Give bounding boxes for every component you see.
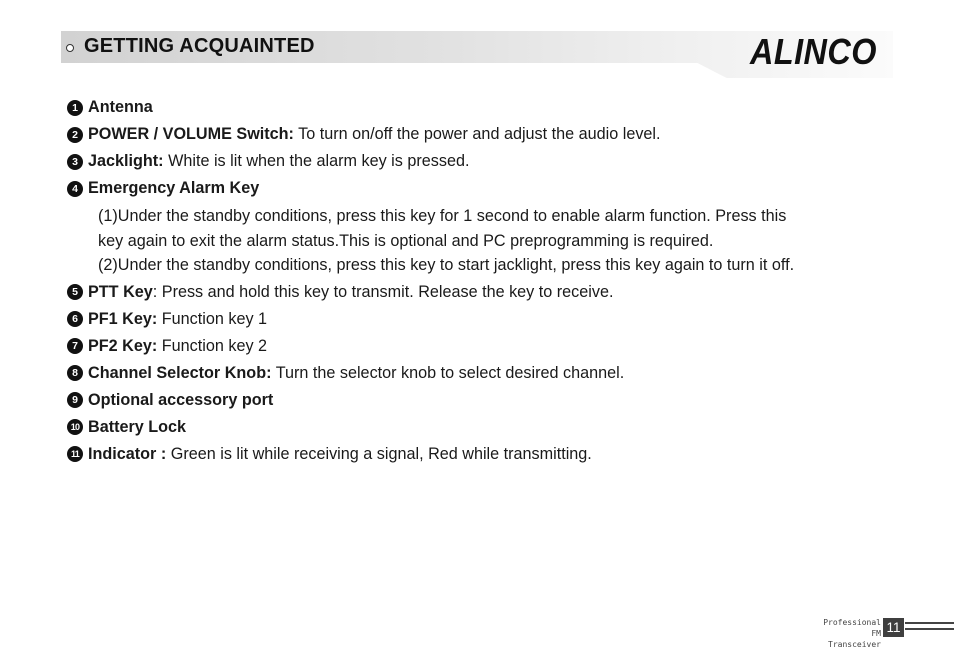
- list-item-battery-lock: [67, 414, 887, 441]
- page-number: 11: [883, 618, 904, 637]
- footer-caption: [818, 617, 881, 650]
- brand-logo: ALINCO: [750, 31, 877, 72]
- alarm-details: [67, 204, 887, 278]
- list-item-power-volume: [67, 121, 887, 148]
- number-badge-icon: 8: [67, 365, 83, 381]
- item-description: Function key 1: [157, 309, 268, 328]
- footer-line: FM Transceiver: [828, 629, 881, 649]
- number-badge-icon: 7: [67, 338, 83, 354]
- feature-list: [67, 94, 887, 468]
- item-description: Function key 2: [157, 336, 268, 355]
- number-badge-icon: 9: [67, 392, 83, 408]
- item-label: PF1 Key:: [88, 309, 158, 328]
- list-item-indicator: [67, 441, 887, 468]
- item-description: To turn on/off the power and adjust the audio level.: [293, 125, 661, 143]
- section-title: GETTING ACQUAINTED: [84, 35, 315, 57]
- list-item-pf2-key: [67, 333, 887, 360]
- footer-line: Professional: [823, 618, 881, 627]
- number-badge-icon: 3: [67, 154, 83, 170]
- item-label: Indicator :: [88, 444, 167, 463]
- title-bullet-icon: [66, 44, 74, 52]
- item-label: Channel Selector Knob:: [88, 363, 272, 382]
- number-badge-icon: 10: [67, 419, 83, 435]
- alarm-detail-line: (2)Under the standby conditions, press this key to start jacklight, press this key again to turn it off.: [98, 256, 795, 274]
- item-label: POWER / VOLUME Switch:: [88, 125, 294, 143]
- item-label: Emergency Alarm Key: [88, 179, 260, 197]
- item-label: Battery Lock: [88, 417, 187, 436]
- list-item-accessory-port: [67, 387, 887, 414]
- alarm-detail-line: (1)Under the standby conditions, press this key for 1 second to enable alarm function. Press this: [98, 207, 787, 225]
- list-item-jacklight: [67, 148, 887, 175]
- item-description: Turn the selector knob to select desired channel.: [271, 363, 625, 382]
- list-item-ptt-key: [67, 279, 887, 306]
- list-item-emergency-alarm: [67, 175, 887, 202]
- number-badge-icon: 11: [67, 446, 83, 462]
- item-label: Jacklight:: [88, 152, 164, 170]
- item-description: Green is lit while receiving a signal, Red while transmitting.: [166, 444, 592, 463]
- list-item-antenna: [67, 94, 887, 121]
- item-label: PTT Key: [88, 282, 153, 301]
- number-badge-icon: 1: [67, 100, 83, 116]
- item-label: Optional accessory port: [88, 390, 274, 409]
- number-badge-icon: 4: [67, 181, 83, 197]
- list-item-channel-selector: [67, 360, 887, 387]
- item-label: PF2 Key:: [88, 336, 158, 355]
- number-badge-icon: 2: [67, 127, 83, 143]
- list-item-pf1-key: [67, 306, 887, 333]
- number-badge-icon: 6: [67, 311, 83, 327]
- footer-rule: [905, 622, 954, 624]
- item-label: Antenna: [88, 98, 153, 116]
- footer-rule: [905, 628, 954, 630]
- item-description: White is lit when the alarm key is pressed.: [163, 152, 470, 170]
- item-description: : Press and hold this key to transmit. Release the key to receive.: [152, 282, 614, 301]
- number-badge-icon: 5: [67, 284, 83, 300]
- alarm-detail-line: key again to exit the alarm status.This is optional and PC preprogramming is required.: [98, 231, 714, 250]
